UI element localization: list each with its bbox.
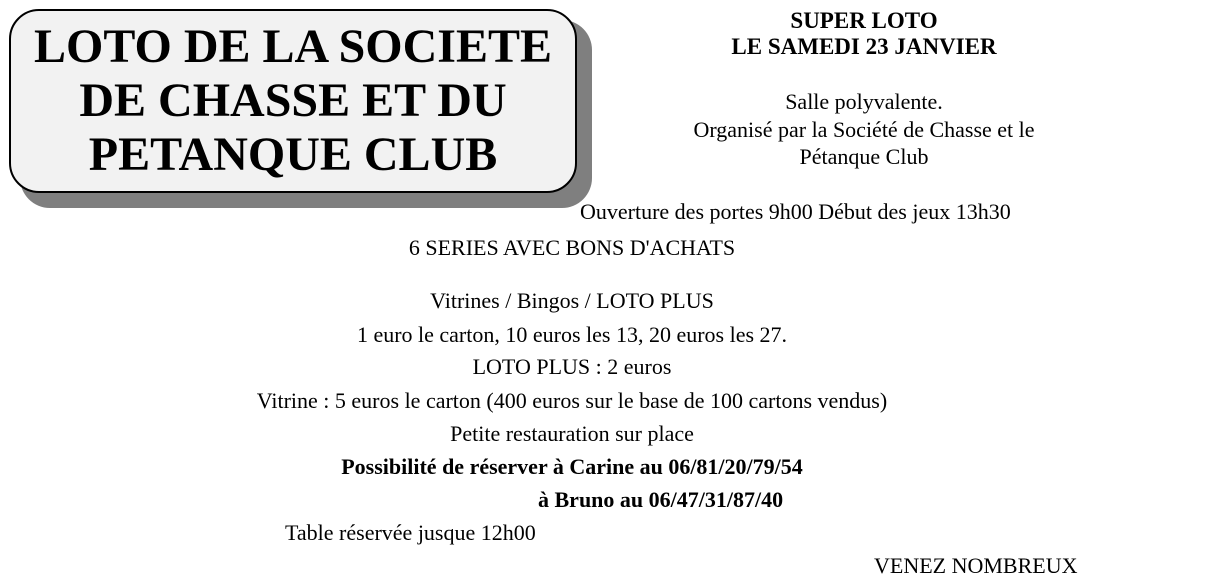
schedule-text: Ouverture des portes 9h00 Début des jeux 13h30: [580, 199, 1011, 224]
food-text: Petite restauration sur place: [450, 421, 694, 446]
venue-text: Salle polyvalente.: [785, 89, 943, 114]
reserve-carine-text: Possibilité de réserver à Carine au 06/81/20/79/54: [341, 454, 803, 479]
title-line-1: LOTO DE LA SOCIETE: [34, 20, 552, 73]
title-line-2: DE CHASSE ET DU: [79, 74, 507, 127]
reserve-bruno-text: à Bruno au 06/47/31/87/40: [538, 487, 784, 512]
games-text: Vitrines / Bingos / LOTO PLUS: [430, 288, 714, 313]
title-line-3: PETANQUE CLUB: [88, 128, 498, 181]
vitrine-text: Vitrine : 5 euros le carton (400 euros sur le base de 100 cartons vendus): [256, 388, 888, 413]
loto-plus-text: LOTO PLUS : 2 euros: [472, 354, 672, 379]
organizer-line-2: Pétanque Club: [799, 144, 929, 169]
table-text: Table réservée jusque 12h00: [285, 520, 536, 545]
header-super-loto: SUPER LOTO: [790, 8, 938, 33]
closing-text: VENEZ NOMBREUX: [874, 553, 1078, 578]
poster-title: [26, 20, 560, 182]
header-date: LE SAMEDI 23 JANVIER: [731, 34, 997, 59]
prices-text: 1 euro le carton, 10 euros les 13, 20 euros les 27.: [356, 322, 788, 347]
organizer-line-1: Organisé par la Société de Chasse et le: [693, 117, 1035, 142]
title-box: [9, 9, 577, 193]
series-text: 6 SERIES AVEC BONS D'ACHATS: [408, 235, 736, 260]
